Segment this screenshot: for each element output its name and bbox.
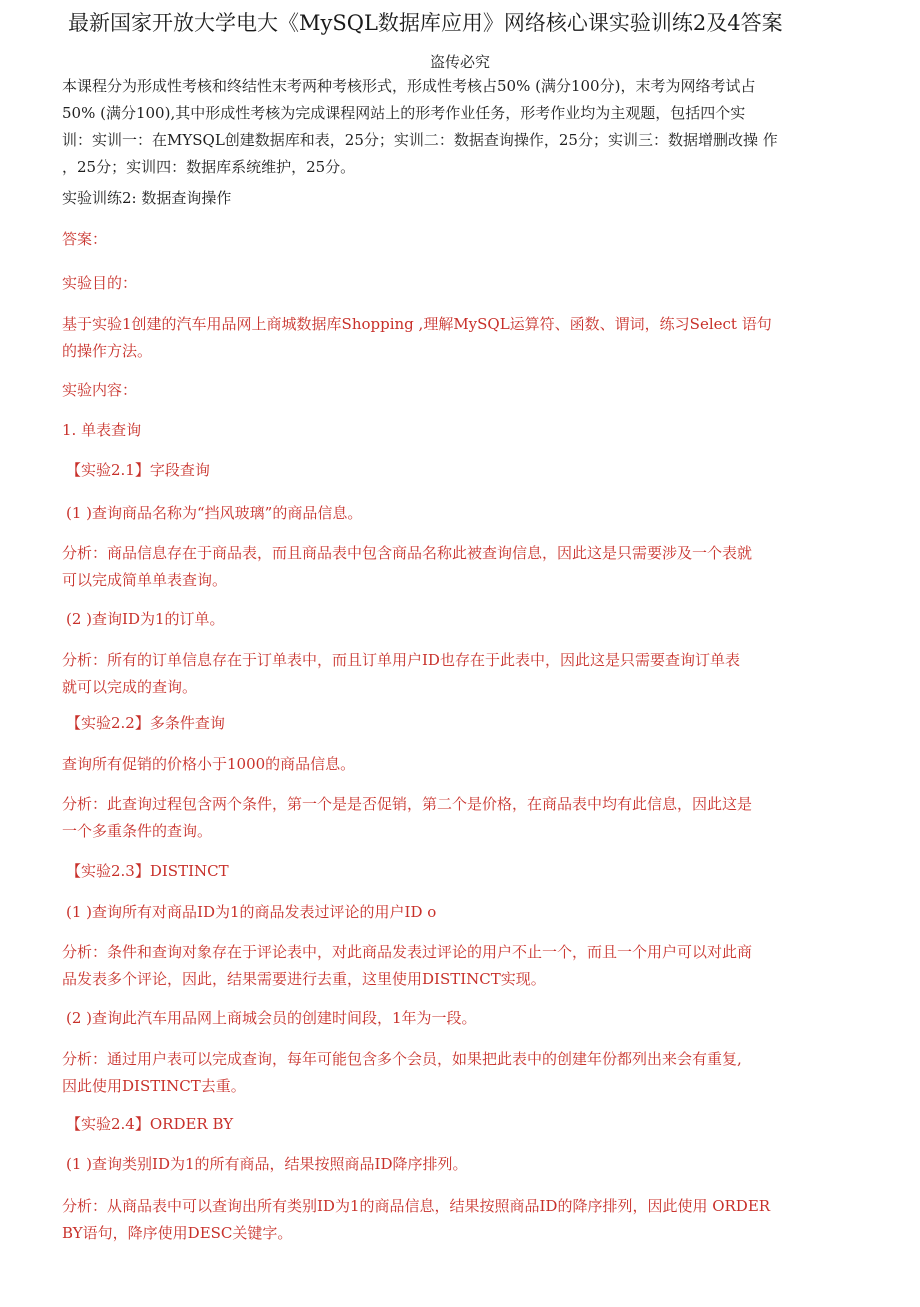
exp23-heading: 【实验2.3】DISTINCT	[66, 862, 229, 880]
exp22-answer: 分析：此查询过程包含两个条件，第一个是是否促销，第二个是价格，在商品表中均有此信息，因此这是	[62, 795, 753, 813]
exp22-answer: 一个多重条件的查询。	[62, 822, 213, 840]
exp21-question-1: (1 )查询商品名称为“挡风玻璃”的商品信息。	[66, 504, 363, 522]
training-title: 实验训练2: 数据查询操作	[62, 189, 232, 207]
intro-line: 50% (满分100),其中形成性考核为完成课程网站上的形考作业任务，形考作业均为主观题，包括四个实	[62, 104, 746, 122]
exp23-answer-1: 分析：条件和查询对象存在于评论表中，对此商品发表过评论的用户不止一个，而且一个用户可以对此商	[62, 943, 753, 961]
document-title: 最新国家开放大学电大《MySQL数据库应用》网络核心课实验训练2及4答案	[68, 11, 783, 35]
content-label: 实验内容：	[62, 381, 138, 399]
intro-line: ，25分；实训四：数据库系统维护，25分。	[62, 158, 356, 176]
exp23-question-2: (2 )查询此汽车用品网上商城会员的创建时间段，1年为一段。	[66, 1009, 477, 1027]
exp24-heading: 【实验2.4】ORDER BY	[66, 1115, 234, 1133]
purpose-label: 实验目的：	[62, 274, 138, 292]
section-heading: 1. 单表查询	[62, 421, 142, 439]
exp23-answer-1: 品发表多个评论，因此，结果需要进行去重，这里使用DISTINCT实现。	[62, 970, 546, 988]
answer-label: 答案：	[62, 230, 108, 248]
exp21-heading: 【实验2.1】字段查询	[66, 461, 210, 479]
exp22-question: 查询所有促销的价格小于1000的商品信息。	[62, 755, 356, 773]
exp24-answer-1: 分析：从商品表中可以查询出所有类别ID为1的商品信息，结果按照商品ID的降序排列，因此使用 ORDER	[62, 1197, 771, 1215]
exp21-answer-1: 可以完成简单单表查询。	[62, 571, 228, 589]
exp21-answer-1: 分析：商品信息存在于商品表，而且商品表中包含商品名称此被查询信息，因此这是只需要涉及一个表就	[62, 544, 753, 562]
purpose-line: 的操作方法。	[62, 342, 153, 360]
exp22-heading: 【实验2.2】多条件查询	[66, 714, 225, 732]
intro-line: 本课程分为形成性考核和终结性末考两种考核形式，形成性考核占50% (满分100分)，末考为网络考试占	[62, 77, 756, 95]
exp23-question-1: (1 )查询所有对商品ID为1的商品发表过评论的用户ID o	[66, 903, 437, 921]
exp24-answer-1: BY语句，降序使用DESC关键字。	[62, 1224, 293, 1242]
document-subtitle: 盗传必究	[429, 53, 490, 71]
exp21-answer-2: 就可以完成的查询。	[62, 678, 198, 696]
exp21-answer-2: 分析：所有的订单信息存在于订单表中，而且订单用户ID也存在于此表中，因此这是只需要查询订单表	[62, 651, 740, 669]
intro-line: 训：实训一：在MYSQL创建数据库和表，25分；实训二：数据查询操作，25分；实训三：数据增删改操 作	[62, 131, 778, 149]
exp21-question-2: (2 )查询ID为1的订单。	[66, 610, 225, 628]
exp24-question-1: (1 )查询类别ID为1的所有商品，结果按照商品ID降序排列。	[66, 1155, 468, 1173]
exp23-answer-2: 因此使用DISTINCT去重。	[62, 1077, 246, 1095]
purpose-line: 基于实验1创建的汽车用品网上商城数据库Shopping ,理解MySQL运算符、函数、谓词，练习Select 语句	[62, 315, 772, 333]
exp23-answer-2: 分析：通过用户表可以完成查询，每年可能包含多个会员，如果把此表中的创建年份都列出来会有重复,	[62, 1050, 742, 1068]
